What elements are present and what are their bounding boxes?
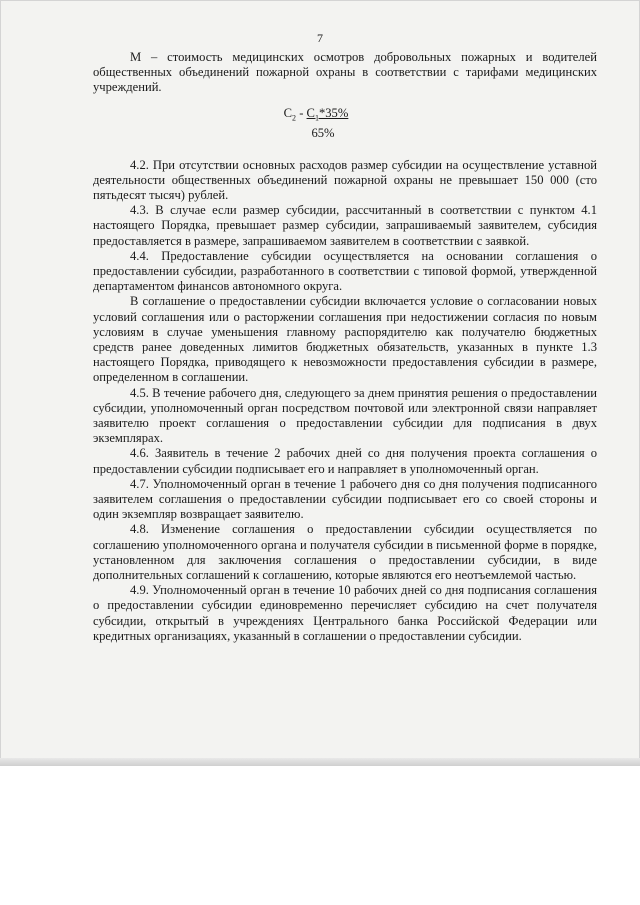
paragraph-4-4: 4.4. Предоставление субсидии осуществляется на основании соглашения о предоставлении субсидии, разработанного в соответствии с типовой формой, утвержденной департаментом финансов автономного округа. bbox=[93, 248, 597, 294]
formula-denominator: 65% bbox=[311, 126, 335, 141]
paragraph-4-7: 4.7. Уполномоченный орган в течение 1 рабочего дня со дня получения подписанного заявителем соглашения о предоставлении субсидии подписывает его со своей стороны и один экземпляр возвращает заявителю. bbox=[93, 476, 597, 522]
paragraph-4-8: 4.8. Изменение соглашения о предоставлении субсидии осуществляется по соглашению уполномоченного органа и получателя субсидии в письменной форме в порядке, установленном для заключения соглашения о предоставлении субсидии, в виде дополнительных соглашений к соглашению, которые являются его неотъемлемой частью. bbox=[93, 522, 597, 583]
paragraph-4-2: 4.2. При отсутствии основных расходов размер субсидии на осуществление уставной деятельности общественных объединений пожарной охраны не превышает 150 000 (сто пятьдесят тысяч) рублей. bbox=[93, 157, 597, 202]
paragraph-4-5: 4.5. В течение рабочего дня, следующего за днем принятия решения о предоставлении субсидии, уполномоченный орган посредством почтовой или электронной связи направляет заявителю проект соглашения о предоставлении субсидии для подписания в двух экземплярах. bbox=[93, 385, 597, 446]
document-body bbox=[93, 50, 597, 644]
paragraph-4-6: 4.6. Заявитель в течение 2 рабочих дней со дня получения проекта соглашения о предоставлении субсидии подписывает его и направляет в уполномоченный орган. bbox=[93, 446, 597, 476]
paragraph-4-9: 4.9. Уполномоченный орган в течение 10 рабочих дней со дня подписания соглашения о предоставлении субсидии единовременно перечисляет субсидию на счет получателя субсидии, открытый в учреждениях Центрального банка Российской Федерации или кредитных организациях, указанный в соглашении о предоставлении субсидии. bbox=[93, 583, 597, 643]
page-number: 7 bbox=[317, 31, 323, 45]
subsidy-formula bbox=[93, 106, 361, 142]
paragraph-m-definition: М – стоимость медицинских осмотров добровольных пожарных и водителей общественных объединений пожарной охраны в соответствии с тарифами медицинских учреждений. bbox=[93, 50, 597, 95]
paragraph-4-4-clause: В соглашение о предоставлении субсидии включается условие о согласовании новых условий соглашения или о расторжении соглашения при недостижении согласия по новым условиям в случае уменьшения главному распорядителю как получателю бюджетных средств ранее доведенных лимитов бюджетных обязательств, указанных в пункте 1.3 настоящего Порядка, приводящего к невозможности предоставления субсидии в размере, определенном в соглашении. bbox=[93, 294, 597, 385]
paragraph-4-3: 4.3. В случае если размер субсидии, рассчитанный в соответствии с пунктом 4.1 настоящего Порядка, превышает размер субсидии, запрашиваемый заявителем, субсидия предоставляется в размере, запрашиваемом заявителем в соответствии с заявкой. bbox=[93, 203, 597, 248]
formula-numerator: $С_2 - С_1*35\%$ bbox=[283, 105, 349, 123]
